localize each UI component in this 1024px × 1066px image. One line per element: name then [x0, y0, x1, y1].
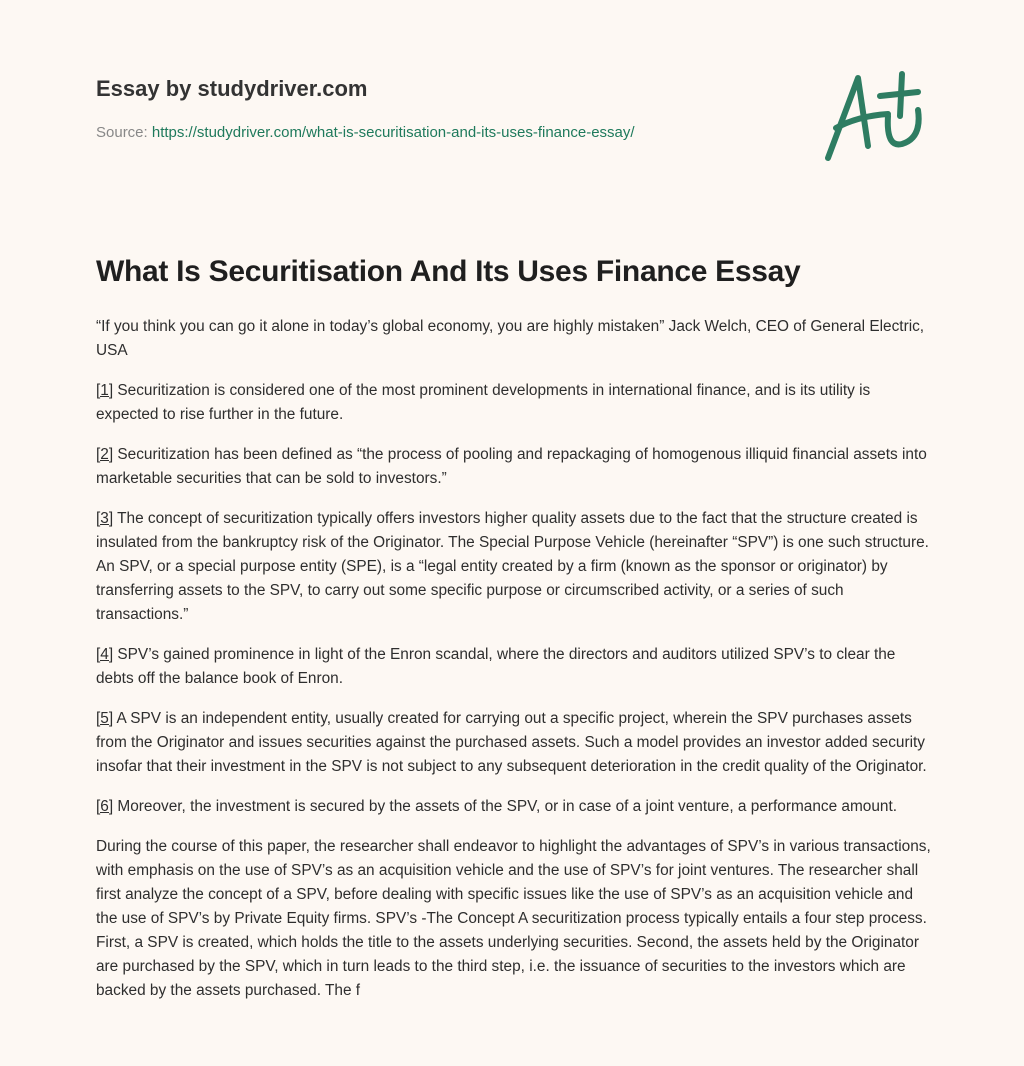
paragraph-text: During the course of this paper, the researcher shall endeavor to highlight the advantages of SPV’s in various transactions, with emphasis on the use of SPV’s as an acquisition vehicle and the use of SPV’s for joint ventures. The researcher shall first analyze the concept of a SPV, before dealing with specific issues like the use of SPV’s as an acquisition vehicle and the use of SPV’s by Private Equity firms. SPV’s -The Concept A securitization process typically entails a four step process. First, a SPV is created, which holds the title to the assets underlying securities. Second, the assets held by the Originator are purchased by the SPV, which in turn leads to the third step, i.e. the issuance of securities to the investors which are backed by the assets purchased. The f	[96, 838, 931, 999]
essay-paragraph	[96, 379, 932, 427]
paragraph-text: SPV’s gained prominence in light of the Enron scandal, where the directors and auditors utilized SPV’s to clear the debts off the balance book of Enron.	[96, 646, 896, 687]
essay-title: What Is Securitisation And Its Uses Finance Essay	[96, 255, 801, 288]
source-label: Source:	[96, 124, 148, 141]
footnote-link[interactable]: [3]	[96, 510, 114, 527]
paragraph-text: “If you think you can go it alone in today’s global economy, you are highly mistaken” Jack Welch, CEO of General Electric, USA	[96, 318, 925, 359]
paragraph-text: The concept of securitization typically offers investors higher quality assets due to the fact that the structure created is insulated from the bankruptcy risk of the Originator. The Special Purpose Vehicle (hereinafter “SPV”) is one such structure. An SPV, or a special purpose entity (SPE), is a “legal entity created by a firm (known as the sponsor or originator) by transferring assets to the SPV, to carry out some specific purpose or circumscribed activity, or a series of such transactions.”	[96, 510, 929, 623]
footnote-link[interactable]: [4]	[96, 646, 114, 663]
paragraph-text: Securitization has been defined as “the process of pooling and repackaging of homogenous illiquid financial assets into marketable securities that can be sold to investors.”	[96, 446, 927, 487]
footnote-link[interactable]: [2]	[96, 446, 114, 463]
paragraph-text: A SPV is an independent entity, usually created for carrying out a specific project, wherein the SPV purchases assets from the Originator and issues securities against the purchased assets. Such a model provides an investor added security insofar that their investment in the SPV is not subject to any subsequent deterioration in the credit quality of the Originator.	[96, 710, 927, 775]
site-brand: Essay by studydriver.com	[96, 76, 368, 101]
essay-paragraph	[96, 443, 932, 491]
essay-paragraph	[96, 835, 932, 1003]
footnote-link[interactable]: [5]	[96, 710, 114, 727]
essay-body	[96, 315, 932, 1019]
essay-paragraph	[96, 507, 932, 627]
essay-paragraph	[96, 315, 932, 363]
essay-paragraph	[96, 795, 932, 819]
paragraph-text: Moreover, the investment is secured by the assets of the SPV, or in case of a joint venture, a performance amount.	[113, 798, 898, 815]
essay-paragraph	[96, 643, 932, 691]
essay-paragraph	[96, 707, 932, 779]
a-plus-logo-icon	[818, 66, 928, 166]
source-link[interactable]: https://studydriver.com/what-is-securitisation-and-its-uses-finance-essay/	[151, 124, 635, 141]
source-line	[96, 124, 635, 141]
footnote-link[interactable]: [6]	[96, 798, 114, 815]
footnote-link[interactable]: [1]	[96, 382, 114, 399]
paragraph-text: Securitization is considered one of the most prominent developments in international finance, and is its utility is expected to rise further in the future.	[96, 382, 871, 423]
